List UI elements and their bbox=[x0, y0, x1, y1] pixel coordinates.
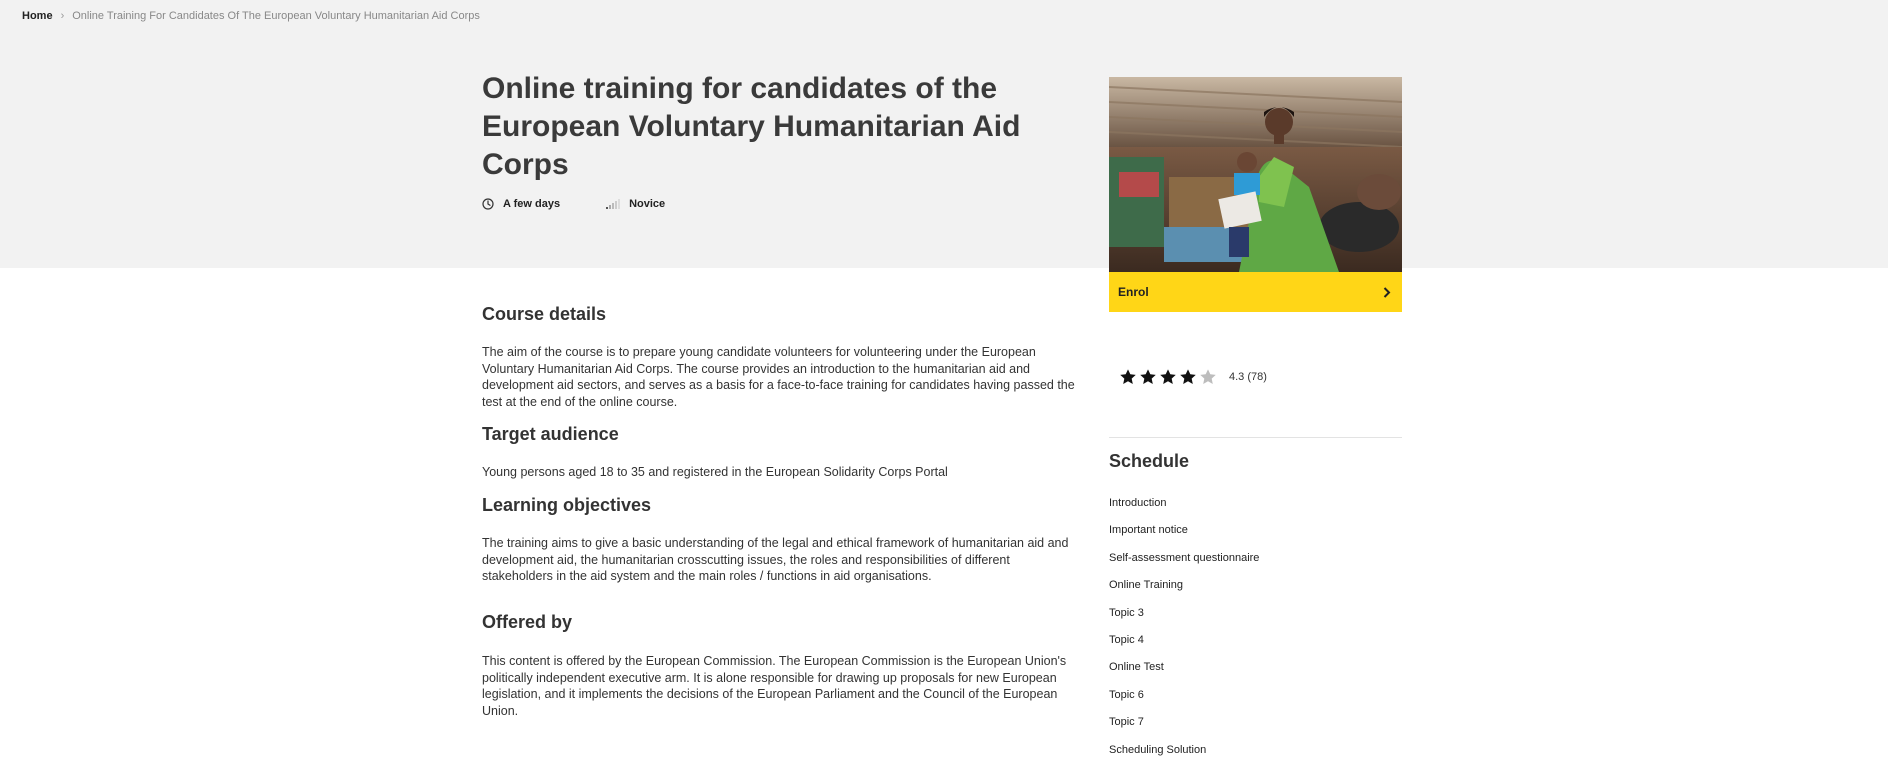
schedule-item[interactable]: Online Test bbox=[1109, 661, 1164, 674]
course-details-text: The aim of the course is to prepare young candidate volunteers for volunteering under the European Voluntary Humanitarian Aid Corps. The course provides an introduction to the humanitarian aid and development aid sectors, and serves as a basis for a face-to-face training for candidates having passed the test at the end of the online course. bbox=[482, 345, 1075, 409]
schedule-item[interactable]: Topic 6 bbox=[1109, 688, 1144, 701]
sidebar-divider bbox=[1109, 437, 1402, 438]
level-label: Novice bbox=[629, 198, 666, 210]
offered-by-text: This content is offered by the European Commission. The European Commission is the European Union's politically independent executive arm. It is alone responsible for drawing up proposals for new European legislation, and it implements the decisions of the European Parliament and the Council of the European Union. bbox=[482, 654, 1067, 718]
rating-stars bbox=[1119, 368, 1217, 386]
schedule-item[interactable]: Topic 3 bbox=[1109, 606, 1144, 619]
schedule-item[interactable]: Important notice bbox=[1109, 524, 1188, 537]
breadcrumb-separator: › bbox=[60, 10, 65, 22]
enrol-card bbox=[1109, 77, 1402, 312]
learning-objectives-text: The training aims to give a basic understanding of the legal and ethical framework of humanitarian aid and development aid, the humanitarian crosscutting issues, the roles and responsibilities of different stakeholders in the aid system and the main roles / functions in aid organisations. bbox=[482, 536, 1069, 583]
signal-bars-icon bbox=[606, 199, 620, 209]
offered-by-heading: Offered by bbox=[482, 612, 573, 632]
duration-label: A few days bbox=[503, 198, 561, 210]
breadcrumb-current: Online Training For Candidates Of The European Voluntary Humanitarian Aid Corps bbox=[72, 10, 480, 22]
duration-meta bbox=[482, 198, 560, 210]
level-meta bbox=[606, 198, 665, 210]
rating-text: 4.3 (78) bbox=[1229, 371, 1267, 383]
star-filled-icon bbox=[1119, 368, 1137, 386]
chevron-right-icon bbox=[1383, 287, 1391, 298]
breadcrumb bbox=[22, 10, 480, 22]
star-filled-icon bbox=[1139, 368, 1157, 386]
enrol-label: Enrol bbox=[1118, 285, 1149, 299]
schedule-item[interactable]: Online Training bbox=[1109, 579, 1183, 592]
schedule-item[interactable]: Self-assessment questionnaire bbox=[1109, 551, 1260, 564]
star-filled-icon bbox=[1179, 368, 1197, 386]
learning-objectives-heading: Learning objectives bbox=[482, 495, 652, 515]
target-audience-heading: Target audience bbox=[482, 424, 619, 444]
schedule-item[interactable]: Introduction bbox=[1109, 497, 1167, 509]
clock-icon bbox=[482, 198, 494, 210]
star-filled-icon bbox=[1159, 368, 1177, 386]
target-audience-text: Young persons aged 18 to 35 and registered in the European Solidarity Corps Portal bbox=[482, 465, 948, 479]
course-details-heading: Course details bbox=[482, 304, 607, 324]
rating bbox=[1119, 368, 1267, 386]
course-meta bbox=[482, 198, 711, 210]
schedule-item[interactable]: Topic 7 bbox=[1109, 716, 1144, 729]
schedule-heading: Schedule bbox=[1109, 451, 1190, 471]
page-title: Online training for candidates of the European Voluntary Humanitarian Aid Corps bbox=[482, 72, 1021, 181]
breadcrumb-home-link[interactable]: Home bbox=[22, 10, 53, 22]
star-empty-icon bbox=[1199, 368, 1217, 386]
schedule-item[interactable]: Topic 4 bbox=[1109, 634, 1144, 647]
enrol-button[interactable] bbox=[1109, 272, 1402, 312]
course-photo bbox=[1109, 77, 1402, 272]
schedule-item[interactable]: Scheduling Solution bbox=[1109, 743, 1207, 756]
schedule-list bbox=[1109, 490, 1259, 760]
